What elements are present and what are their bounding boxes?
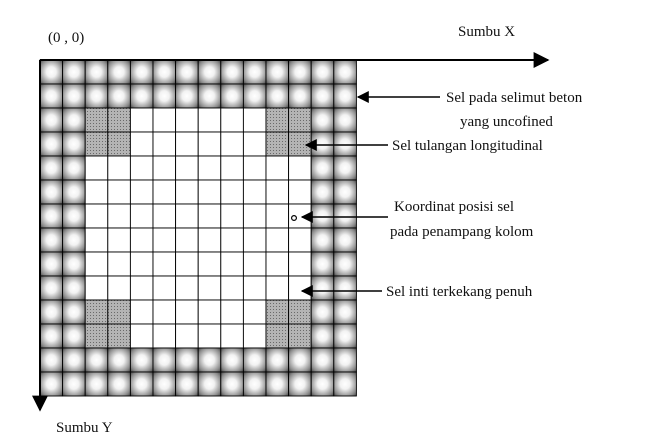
core-cell [266,228,289,252]
core-cell [198,252,221,276]
rebar-cell [266,324,289,348]
core-cell [243,324,266,348]
cover-cell [289,348,312,372]
core-cell [85,180,108,204]
cover-cell [40,252,63,276]
cover-cell [153,372,176,396]
core-cell [266,204,289,228]
cover-cell [63,300,86,324]
core-cell [176,132,199,156]
cover-cell [266,84,289,108]
cover-cell [63,324,86,348]
cover-cell [311,348,334,372]
cover-cell [63,156,86,180]
core-cell [108,180,131,204]
cover-cell [63,180,86,204]
cover-cell [266,60,289,84]
cover-cell [198,60,221,84]
cover-callout-line2: yang uncofined [460,114,553,130]
cover-cell [311,156,334,180]
core-cell [85,276,108,300]
core-cell [153,132,176,156]
cover-cell [311,300,334,324]
core-cell [289,228,312,252]
core-cell [176,252,199,276]
rebar-cell [85,324,108,348]
cover-cell [334,372,357,396]
core-cell [108,276,131,300]
rebar-cell [289,108,312,132]
core-cell [153,300,176,324]
cover-cell [63,60,86,84]
core-cell [221,132,244,156]
core-cell [85,252,108,276]
cover-cell [40,180,63,204]
x-axis-label: Sumbu X [458,24,516,40]
cover-cell [334,204,357,228]
cover-cell [85,84,108,108]
cover-cell [63,252,86,276]
cover-cell [40,156,63,180]
cover-cell [130,348,153,372]
rebar-cell [85,108,108,132]
core-cell [198,108,221,132]
core-cell [243,228,266,252]
cover-cell [311,204,334,228]
core-cell [221,324,244,348]
cover-cell [176,372,199,396]
coordinate-callout-line1: Koordinat posisi sel [394,199,514,215]
y-axis-label: Sumbu Y [56,420,113,436]
cover-cell [311,60,334,84]
core-cell [108,204,131,228]
core-cell [266,180,289,204]
rebar-cell [266,132,289,156]
core-cell [130,180,153,204]
core-cell [153,252,176,276]
rebar-cell [85,300,108,324]
core-cell [153,204,176,228]
core-cell [266,252,289,276]
cover-cell [40,276,63,300]
cell-grid [40,60,356,396]
core-cell [85,204,108,228]
core-cell [108,252,131,276]
cover-cell [334,108,357,132]
cover-cell [40,228,63,252]
cover-cell [85,60,108,84]
cover-cell [63,204,86,228]
cover-cell [63,276,86,300]
cover-cell [334,180,357,204]
core-cell [130,300,153,324]
cover-callout-line1: Sel pada selimut beton [446,90,583,106]
cover-cell [221,372,244,396]
cover-cell [153,84,176,108]
rebar-cell [85,132,108,156]
core-cell [198,276,221,300]
core-cell [130,276,153,300]
cover-cell [130,60,153,84]
cover-cell [311,84,334,108]
cover-cell [40,372,63,396]
core-cell [176,324,199,348]
cover-cell [40,60,63,84]
cover-cell [266,348,289,372]
cover-cell [63,348,86,372]
core-cell [243,180,266,204]
cover-cell [63,372,86,396]
core-cell [153,108,176,132]
rebar-cell [289,324,312,348]
cover-cell [243,84,266,108]
cover-cell [153,348,176,372]
cover-cell [311,228,334,252]
cover-cell [40,204,63,228]
core-cell [108,156,131,180]
core-cell [221,180,244,204]
core-cell [221,156,244,180]
cover-cell [108,60,131,84]
cover-cell [289,372,312,396]
core-cell [176,204,199,228]
cover-cell [334,276,357,300]
core-cell [85,228,108,252]
cover-cell [334,324,357,348]
cover-cell [311,180,334,204]
core-cell [243,300,266,324]
cover-cell [63,84,86,108]
cover-cell [221,84,244,108]
core-cell [176,108,199,132]
core-cell [243,252,266,276]
core-cell [221,300,244,324]
core-cell [266,156,289,180]
coordinate-callout-line2: pada penampang kolom [390,224,534,240]
rebar-cell [108,300,131,324]
cover-cell [334,348,357,372]
cover-cell [40,132,63,156]
cover-cell [63,108,86,132]
cover-cell [311,324,334,348]
cover-cell [176,60,199,84]
core-cell [108,228,131,252]
cover-cell [40,300,63,324]
cover-cell [334,84,357,108]
core-cell [153,228,176,252]
cover-cell [108,348,131,372]
cover-cell [198,348,221,372]
core-cell [198,204,221,228]
core-cell [130,324,153,348]
core-cell [198,156,221,180]
rebar-cell [266,300,289,324]
core-cell [221,276,244,300]
cover-cell [63,228,86,252]
core-cell [130,252,153,276]
core-cell [176,180,199,204]
core-cell [130,204,153,228]
cover-cell [334,228,357,252]
core-cell [289,156,312,180]
core-cell [85,156,108,180]
core-cell [243,108,266,132]
cover-cell [198,84,221,108]
cover-cell [311,372,334,396]
cover-cell [334,60,357,84]
cover-cell [289,84,312,108]
core-cell [130,132,153,156]
core-cell [289,252,312,276]
core-cell [243,156,266,180]
cover-cell [311,252,334,276]
rebar-cell [108,324,131,348]
core-cell [243,132,266,156]
cover-cell [243,348,266,372]
cover-cell [40,348,63,372]
rebar-cell [289,300,312,324]
cover-cell [130,372,153,396]
cover-cell [153,60,176,84]
cover-cell [85,348,108,372]
cover-cell [311,132,334,156]
core-cell [176,276,199,300]
core-cell [221,228,244,252]
core-cell [198,132,221,156]
cover-cell [334,300,357,324]
cover-cell [334,156,357,180]
core-cell [198,300,221,324]
cover-cell [40,84,63,108]
cover-cell [85,372,108,396]
cover-cell [289,60,312,84]
cover-cell [311,276,334,300]
cover-cell [221,348,244,372]
cover-cell [198,372,221,396]
core-cell [153,156,176,180]
cover-cell [243,372,266,396]
core-cell [130,156,153,180]
rebar-cell [266,108,289,132]
core-cell [176,228,199,252]
origin-label: (0 , 0) [48,30,85,46]
core-callout-line1: Sel inti terkekang penuh [386,284,533,300]
core-cell [266,276,289,300]
core-cell [153,324,176,348]
cover-cell [266,372,289,396]
core-cell [153,276,176,300]
cover-cell [40,324,63,348]
cover-cell [108,372,131,396]
rebar-callout-line1: Sel tulangan longitudinal [392,138,543,154]
core-cell [289,180,312,204]
cover-cell [108,84,131,108]
core-cell [176,300,199,324]
core-cell [176,156,199,180]
core-cell [153,180,176,204]
cover-cell [334,132,357,156]
cover-cell [243,60,266,84]
cover-cell [311,108,334,132]
cover-cell [221,60,244,84]
coordinate-marker [292,216,297,221]
cover-cell [130,84,153,108]
core-cell [198,228,221,252]
cover-cell [176,84,199,108]
cover-cell [334,252,357,276]
rebar-cell [108,132,131,156]
rebar-cell [108,108,131,132]
core-cell [221,108,244,132]
core-cell [198,324,221,348]
core-cell [221,204,244,228]
core-cell [243,276,266,300]
cover-cell [176,348,199,372]
rebar-cell [289,132,312,156]
core-cell [130,108,153,132]
core-cell [198,180,221,204]
core-cell [221,252,244,276]
core-cell [243,204,266,228]
core-cell [289,276,312,300]
core-cell [130,228,153,252]
cover-cell [40,108,63,132]
cover-cell [63,132,86,156]
